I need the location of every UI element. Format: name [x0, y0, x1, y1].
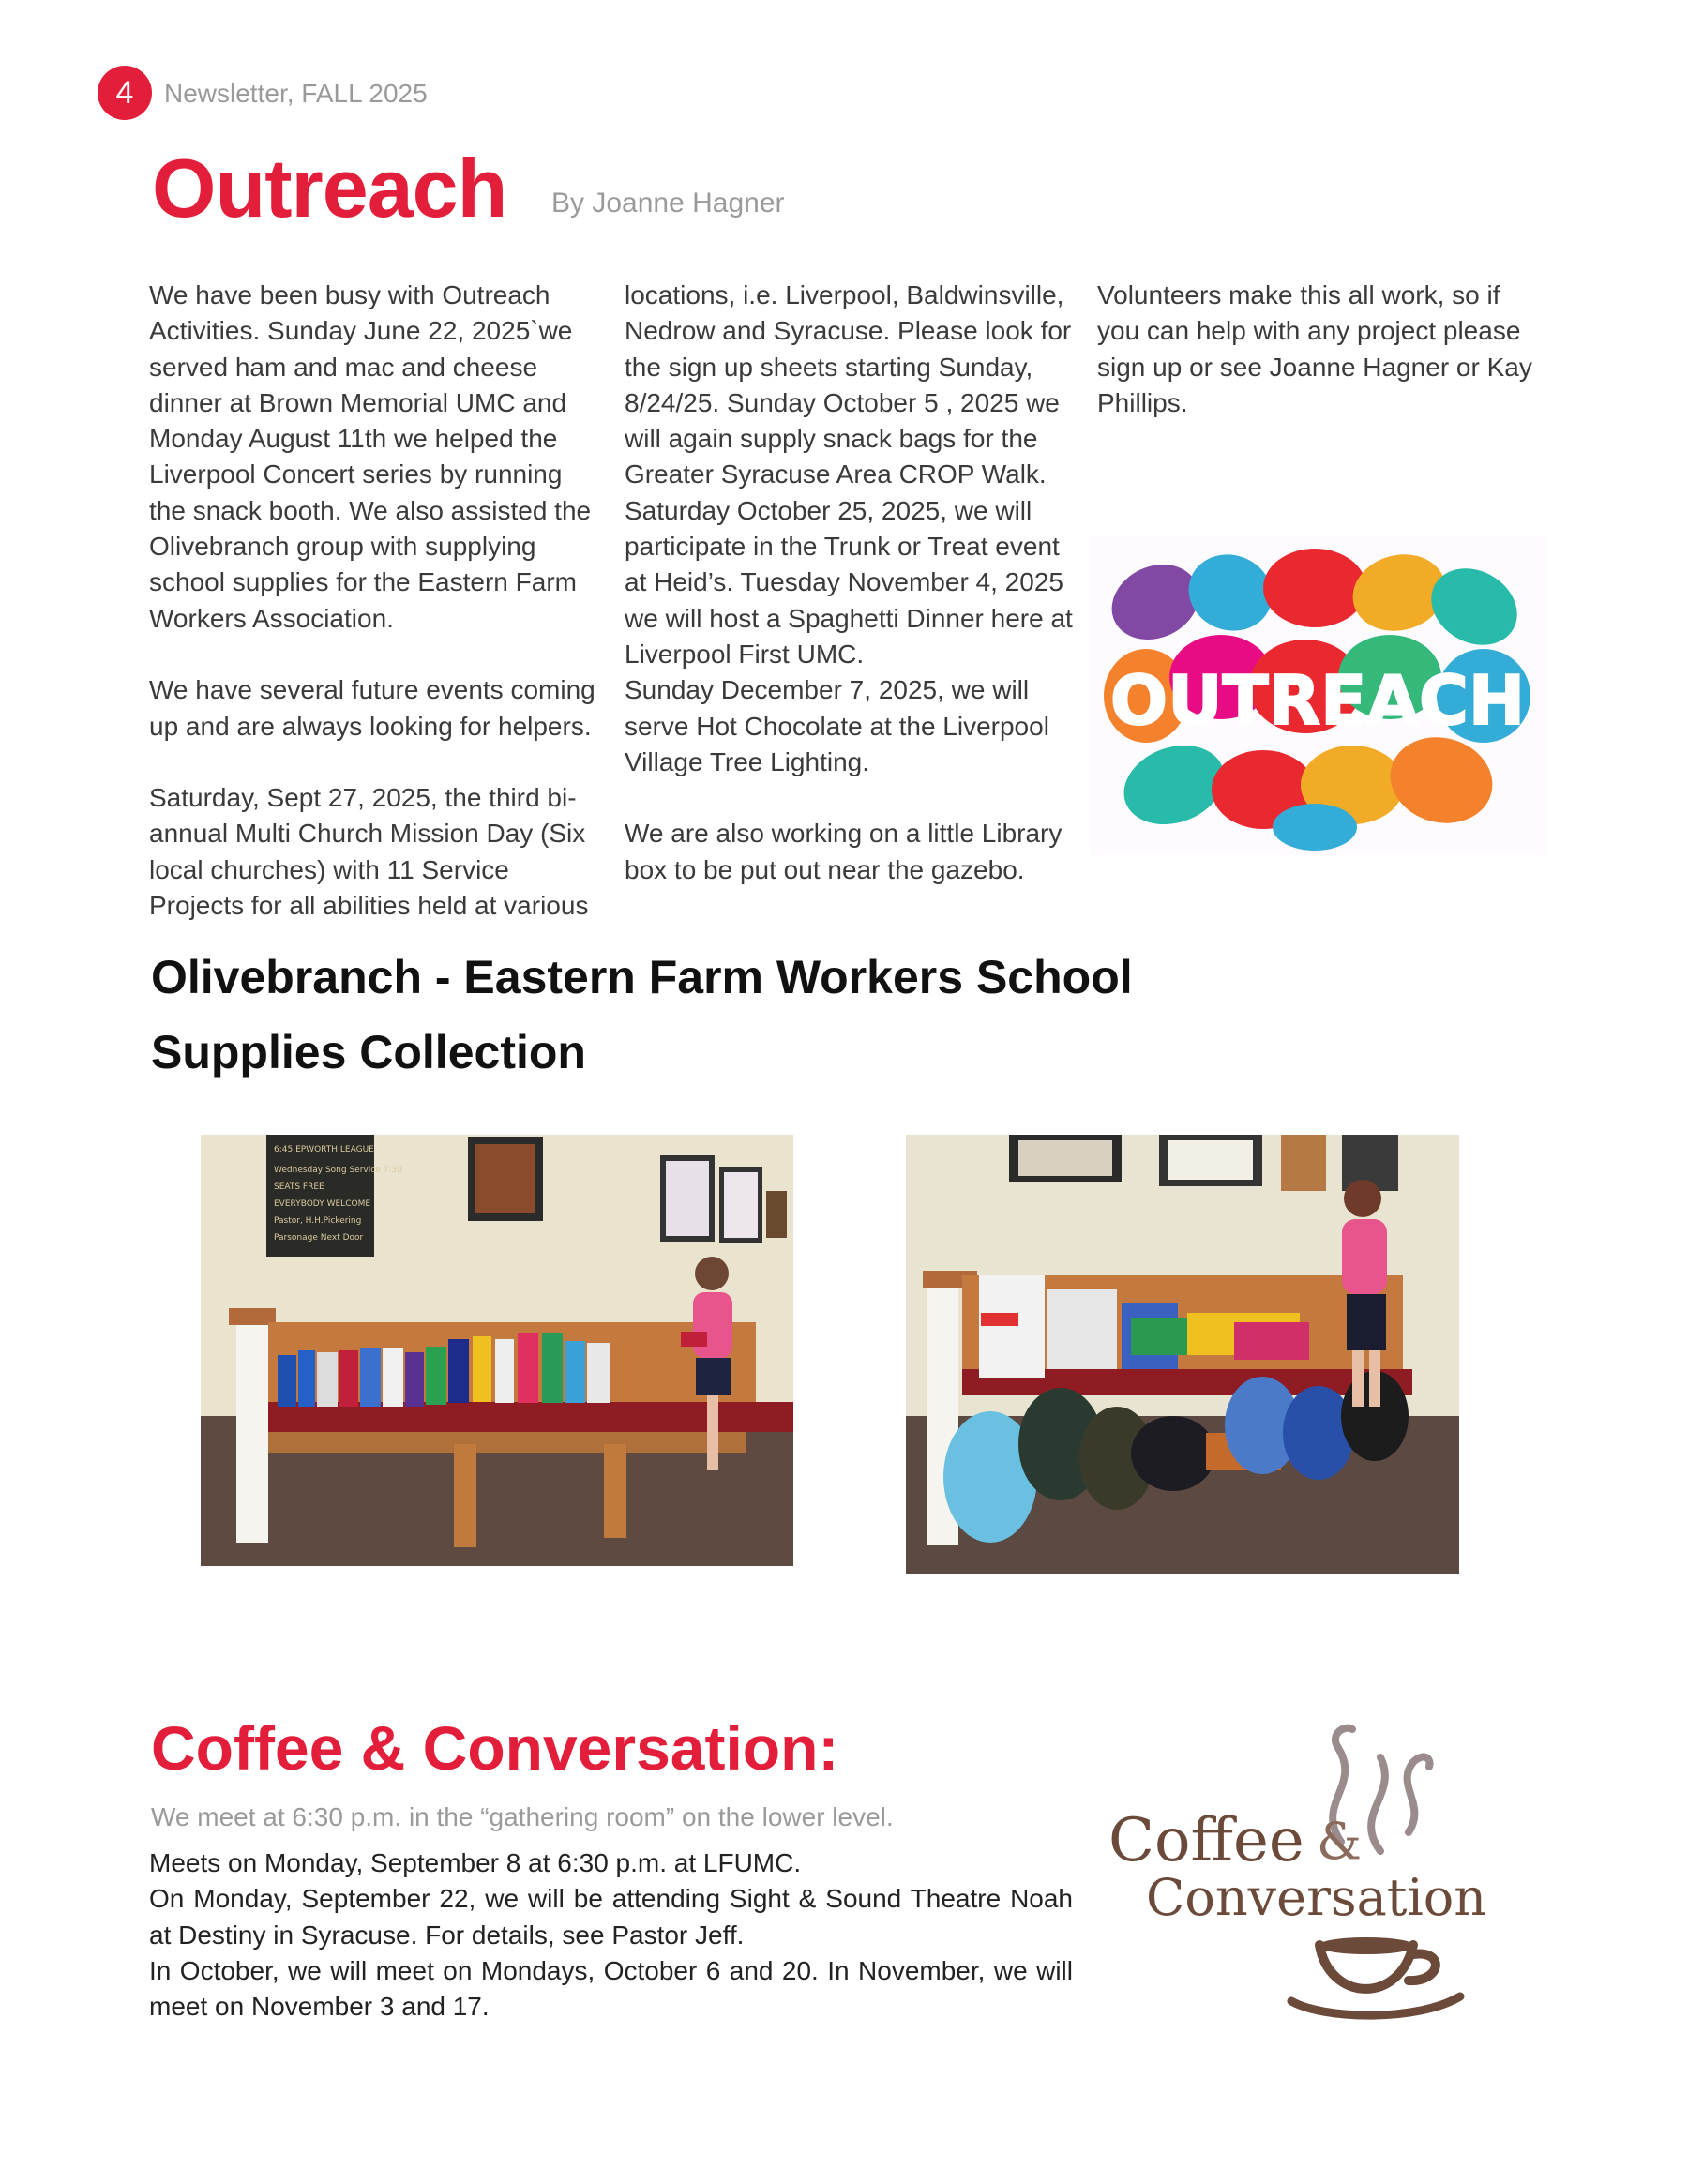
sign-line-5: Pastor, H.H.Pickering [274, 1216, 362, 1226]
sign-line-4: EVERYBODY WELCOME [274, 1199, 371, 1209]
outreach-logo-text: OUTREACH [1109, 661, 1526, 740]
coffee-line-1: Meets on Monday, September 8 at 6:30 p.m. at LFUMC. [149, 1848, 802, 1877]
newsletter-label: Newsletter, FALL 2025 [164, 79, 428, 108]
sign-line-3: SEATS FREE [274, 1182, 324, 1192]
coffee-conversation-title: Coffee & Conversation: [151, 1713, 839, 1783]
olivebranch-title-line-2: Supplies Collection [151, 1026, 586, 1078]
outreach-column-2: locations, i.e. Liverpool, Baldwinsville, Nedrow and Syracuse. Please look for the sign up sheets starting Sunday, 8/24/25. Sunday October 5 , 2025 we will again supply snack bags for the Greater Syracuse Area CROP Walk. Saturday October 25, 2025, we will participate in the Trunk or Treat event at Heid’s. Tuesday November 4, 2025 we will host a Spaghetti Dinner here at Liverpool First UMC. Sunday December 7, 2025, we will serve Hot Chocolate at the Liverpool Village Tree Lighting. We are also working on a little Library box to be put out near the gazebo. [625, 280, 1073, 884]
coffee-logo-word-2: Conversation [1146, 1868, 1487, 1927]
coffee-conversation-logo [1099, 1720, 1493, 2029]
coffee-logo-ampersand: & [1317, 1812, 1363, 1871]
page-number: 4 [115, 74, 134, 111]
coffee-logo-word-1: Coffee [1108, 1806, 1304, 1875]
olivebranch-title-line-1: Olivebranch - Eastern Farm Workers School [151, 951, 1133, 1003]
coffee-line-3: In October, we will meet on Mondays, October 6 and 20. In November, we will meet on November 3 and 17. [149, 1955, 1073, 2022]
sign-line-6: Parsonage Next Door [274, 1233, 364, 1243]
outreach-byline: By Joanne Hagner [551, 188, 785, 218]
coffee-conversation-subtitle: We meet at 6:30 p.m. in the “gathering room” on the lower level. [151, 1802, 894, 1831]
sign-line-1: 6:45 EPWORTH LEAGUE [274, 1145, 374, 1154]
outreach-title: Outreach [152, 142, 507, 234]
outreach-column-3: Volunteers make this all work, so if you can help with any project please sign up or see Joanne Hagner or Kay Phillips. [1097, 280, 1532, 417]
page-number-badge [98, 66, 152, 120]
coffee-line-2: On Monday, September 22, we will be attending Sight & Sound Theatre Noah at Destiny in Syracuse. For details, see Pastor Jeff. [149, 1884, 1073, 1950]
outreach-hands-logo [1090, 536, 1545, 855]
school-supplies-photo-left [201, 1135, 793, 1566]
school-supplies-photo-right [906, 1135, 1459, 1574]
sign-line-2: Wednesday Song Service 7:30 [274, 1166, 402, 1175]
outreach-column-1: We have been busy with Outreach Activities. Sunday June 22, 2025`we served ham and mac and cheese dinner at Brown Memorial UMC and Monday August 11th we helped the Liverpool Concert series by running the snack booth. We also assisted the Olivebranch group with supplying school supplies for the Eastern Farm Workers Association. We have several future events coming up and are always looking for helpers. Saturday, Sept 27, 2025, the third bi-annual Multi Church Mission Day (Six local churches) with 11 Service Projects for all abilities held at various [149, 280, 595, 921]
olivebranch-title [151, 940, 1276, 1090]
coffee-conversation-body [149, 1845, 1073, 2025]
